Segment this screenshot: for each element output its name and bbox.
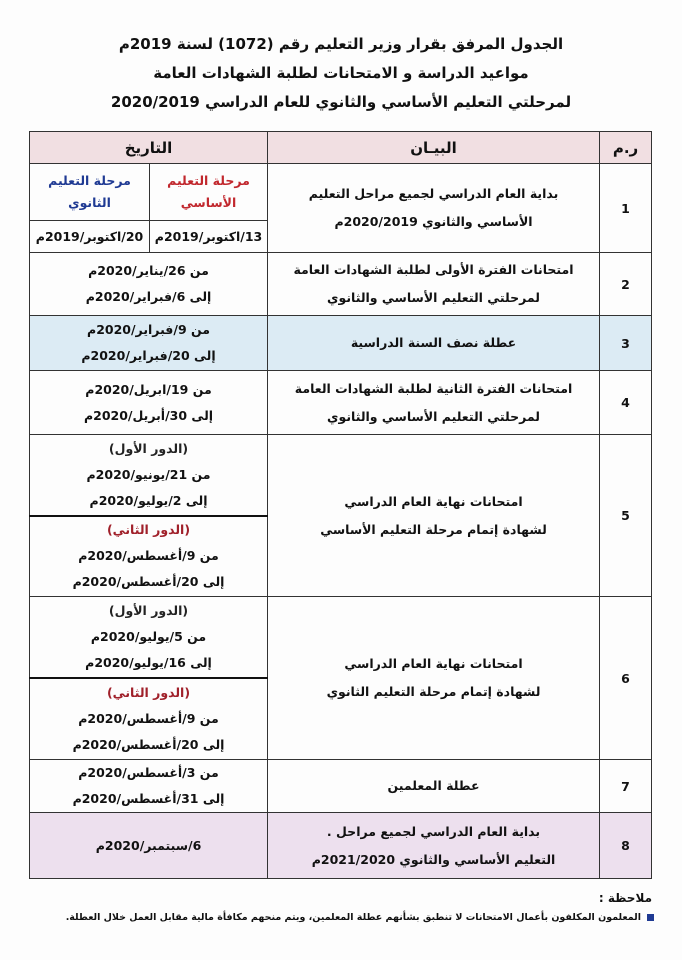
subheader-line: الثانوي <box>68 195 111 210</box>
round-1-dates <box>30 597 268 678</box>
round-1-dates <box>30 435 268 516</box>
header-row <box>30 132 652 164</box>
desc-line: لشهادة إتمام مرحلة التعليم الأساسي <box>320 521 547 537</box>
date-line: من 3/أغسطس/2020م <box>78 765 219 780</box>
note-text: المعلمون المكلفون بأعمال الامتحانات لا تنطبق بشأنهم عطلة المعلمين، ويتم منحهم مكافأة مالية مقابل العمل خلال العطلة. <box>65 912 641 923</box>
table-row <box>30 164 652 221</box>
subheader-line: مرحلة التعليم <box>167 173 250 188</box>
desc-line: لشهادة إتمام مرحلة التعليم الثانوي <box>326 684 541 699</box>
note-heading: ملاحظة : <box>598 891 652 905</box>
subheader-line: مرحلة التعليم <box>48 173 131 188</box>
header-date: التاريخ <box>30 132 268 164</box>
row-number: 1 <box>600 164 652 253</box>
title-line-1: الجدول المرفق بقرار وزير التعليم رقم (1072) لسنة 2019م <box>118 35 564 53</box>
desc-line: امتحانات نهاية العام الدراسي <box>344 656 523 671</box>
row-dates <box>30 316 268 371</box>
date-line: من 19/ابريل/2020م <box>85 381 212 397</box>
date-line: إلى 20/فبراير/2020م <box>81 348 216 363</box>
date-line: من 9/فبراير/2020م <box>87 322 210 337</box>
row-dates <box>30 253 268 316</box>
desc-line: لمرحلتي التعليم الأساسي والثانوي <box>327 290 540 305</box>
desc-line: عطلة المعلمين <box>387 778 480 793</box>
date-line: إلى 20/أغسطس/2020م <box>72 736 225 752</box>
subheader-secondary <box>30 164 150 221</box>
desc-line: امتحانات الفترة الثانية لطلبة الشهادات العامة <box>294 380 573 396</box>
row-number: 5 <box>600 435 652 597</box>
round-label: (الدور الأول) <box>108 602 189 618</box>
date-line: إلى 20/أغسطس/2020م <box>72 574 225 590</box>
row-dates <box>30 371 268 435</box>
square-bullet-icon <box>647 914 654 921</box>
row-dates <box>30 760 268 813</box>
table-row <box>30 316 652 371</box>
subheader-line: الأساسي <box>180 195 237 210</box>
row-number: 8 <box>600 813 652 879</box>
row-description <box>268 597 600 760</box>
desc-line: امتحانات نهاية العام الدراسي <box>344 493 523 509</box>
note-text-line <box>66 912 654 923</box>
header-num: ر.م <box>600 132 652 164</box>
table-row <box>30 597 652 678</box>
subheader-basic <box>150 164 268 221</box>
round-2-dates <box>30 678 268 760</box>
schedule-table <box>29 131 652 879</box>
row-description <box>268 316 600 371</box>
row-number: 4 <box>600 371 652 435</box>
title-line-3: لمرحلتي التعليم الأساسي والثانوي للعام الدراسي 2020/2019 <box>110 93 572 111</box>
header-desc: البيـان <box>268 132 600 164</box>
desc-line: عطلة نصف السنة الدراسية <box>350 335 517 350</box>
table-row <box>30 435 652 516</box>
date-line: من 21/يونيو/2020م <box>86 466 211 482</box>
row-dates <box>30 813 268 879</box>
desc-line: لمرحلتي التعليم الأساسي والثانوي <box>327 408 540 424</box>
date-line: من 5/يوليو/2020م <box>90 628 207 644</box>
row-description <box>268 253 600 316</box>
date-line: 6/سبتمبر/2020م <box>95 837 202 853</box>
row-description <box>268 164 600 253</box>
table-row <box>30 253 652 316</box>
table-row <box>30 760 652 813</box>
desc-line: بداية العام الدراسي لجميع مراحل . <box>326 823 541 839</box>
date-line: إلى 2/يوليو/2020م <box>89 492 208 508</box>
table-row <box>30 371 652 435</box>
row-description <box>268 760 600 813</box>
date-line: من 9/أغسطس/2020م <box>78 710 219 726</box>
date-line: إلى 16/يوليو/2020م <box>85 654 212 670</box>
row-description <box>268 371 600 435</box>
desc-line: الأساسي والثانوي 2020/2019م <box>334 214 533 229</box>
document-titles <box>20 30 662 117</box>
date-line: إلى 6/فبراير/2020م <box>85 289 212 304</box>
row-description <box>268 813 600 879</box>
row-number: 3 <box>600 316 652 371</box>
row-description <box>268 435 600 597</box>
row-number: 2 <box>600 253 652 316</box>
round-label: (الدور الأول) <box>108 440 189 456</box>
row-number: 6 <box>600 597 652 760</box>
desc-line: بداية العام الدراسي لجميع مراحل التعليم <box>308 186 559 201</box>
round-label: (الدور الثاني) <box>106 522 191 538</box>
round-2-dates <box>30 516 268 597</box>
desc-line: امتحانات الفترة الأولى لطلبة الشهادات العامة <box>293 262 574 277</box>
title-line-2: مواعيد الدراسة و الامتحانات لطلبة الشهادات العامة <box>153 64 529 82</box>
date-line: إلى 31/أغسطس/2020م <box>72 791 225 806</box>
table-row <box>30 813 652 879</box>
round-label: (الدور الثاني) <box>106 684 191 700</box>
secondary-start-date: 20/اكتوبر/2019م <box>30 221 150 253</box>
date-line: من 9/أغسطس/2020م <box>78 548 219 564</box>
desc-line: التعليم الأساسي والثانوي 2021/2020م <box>311 851 556 867</box>
date-line: من 26/يناير/2020م <box>88 263 209 278</box>
row-number: 7 <box>600 760 652 813</box>
basic-start-date: 13/اكتوبر/2019م <box>150 221 268 253</box>
date-line: إلى 30/أبريل/2020م <box>83 407 214 423</box>
